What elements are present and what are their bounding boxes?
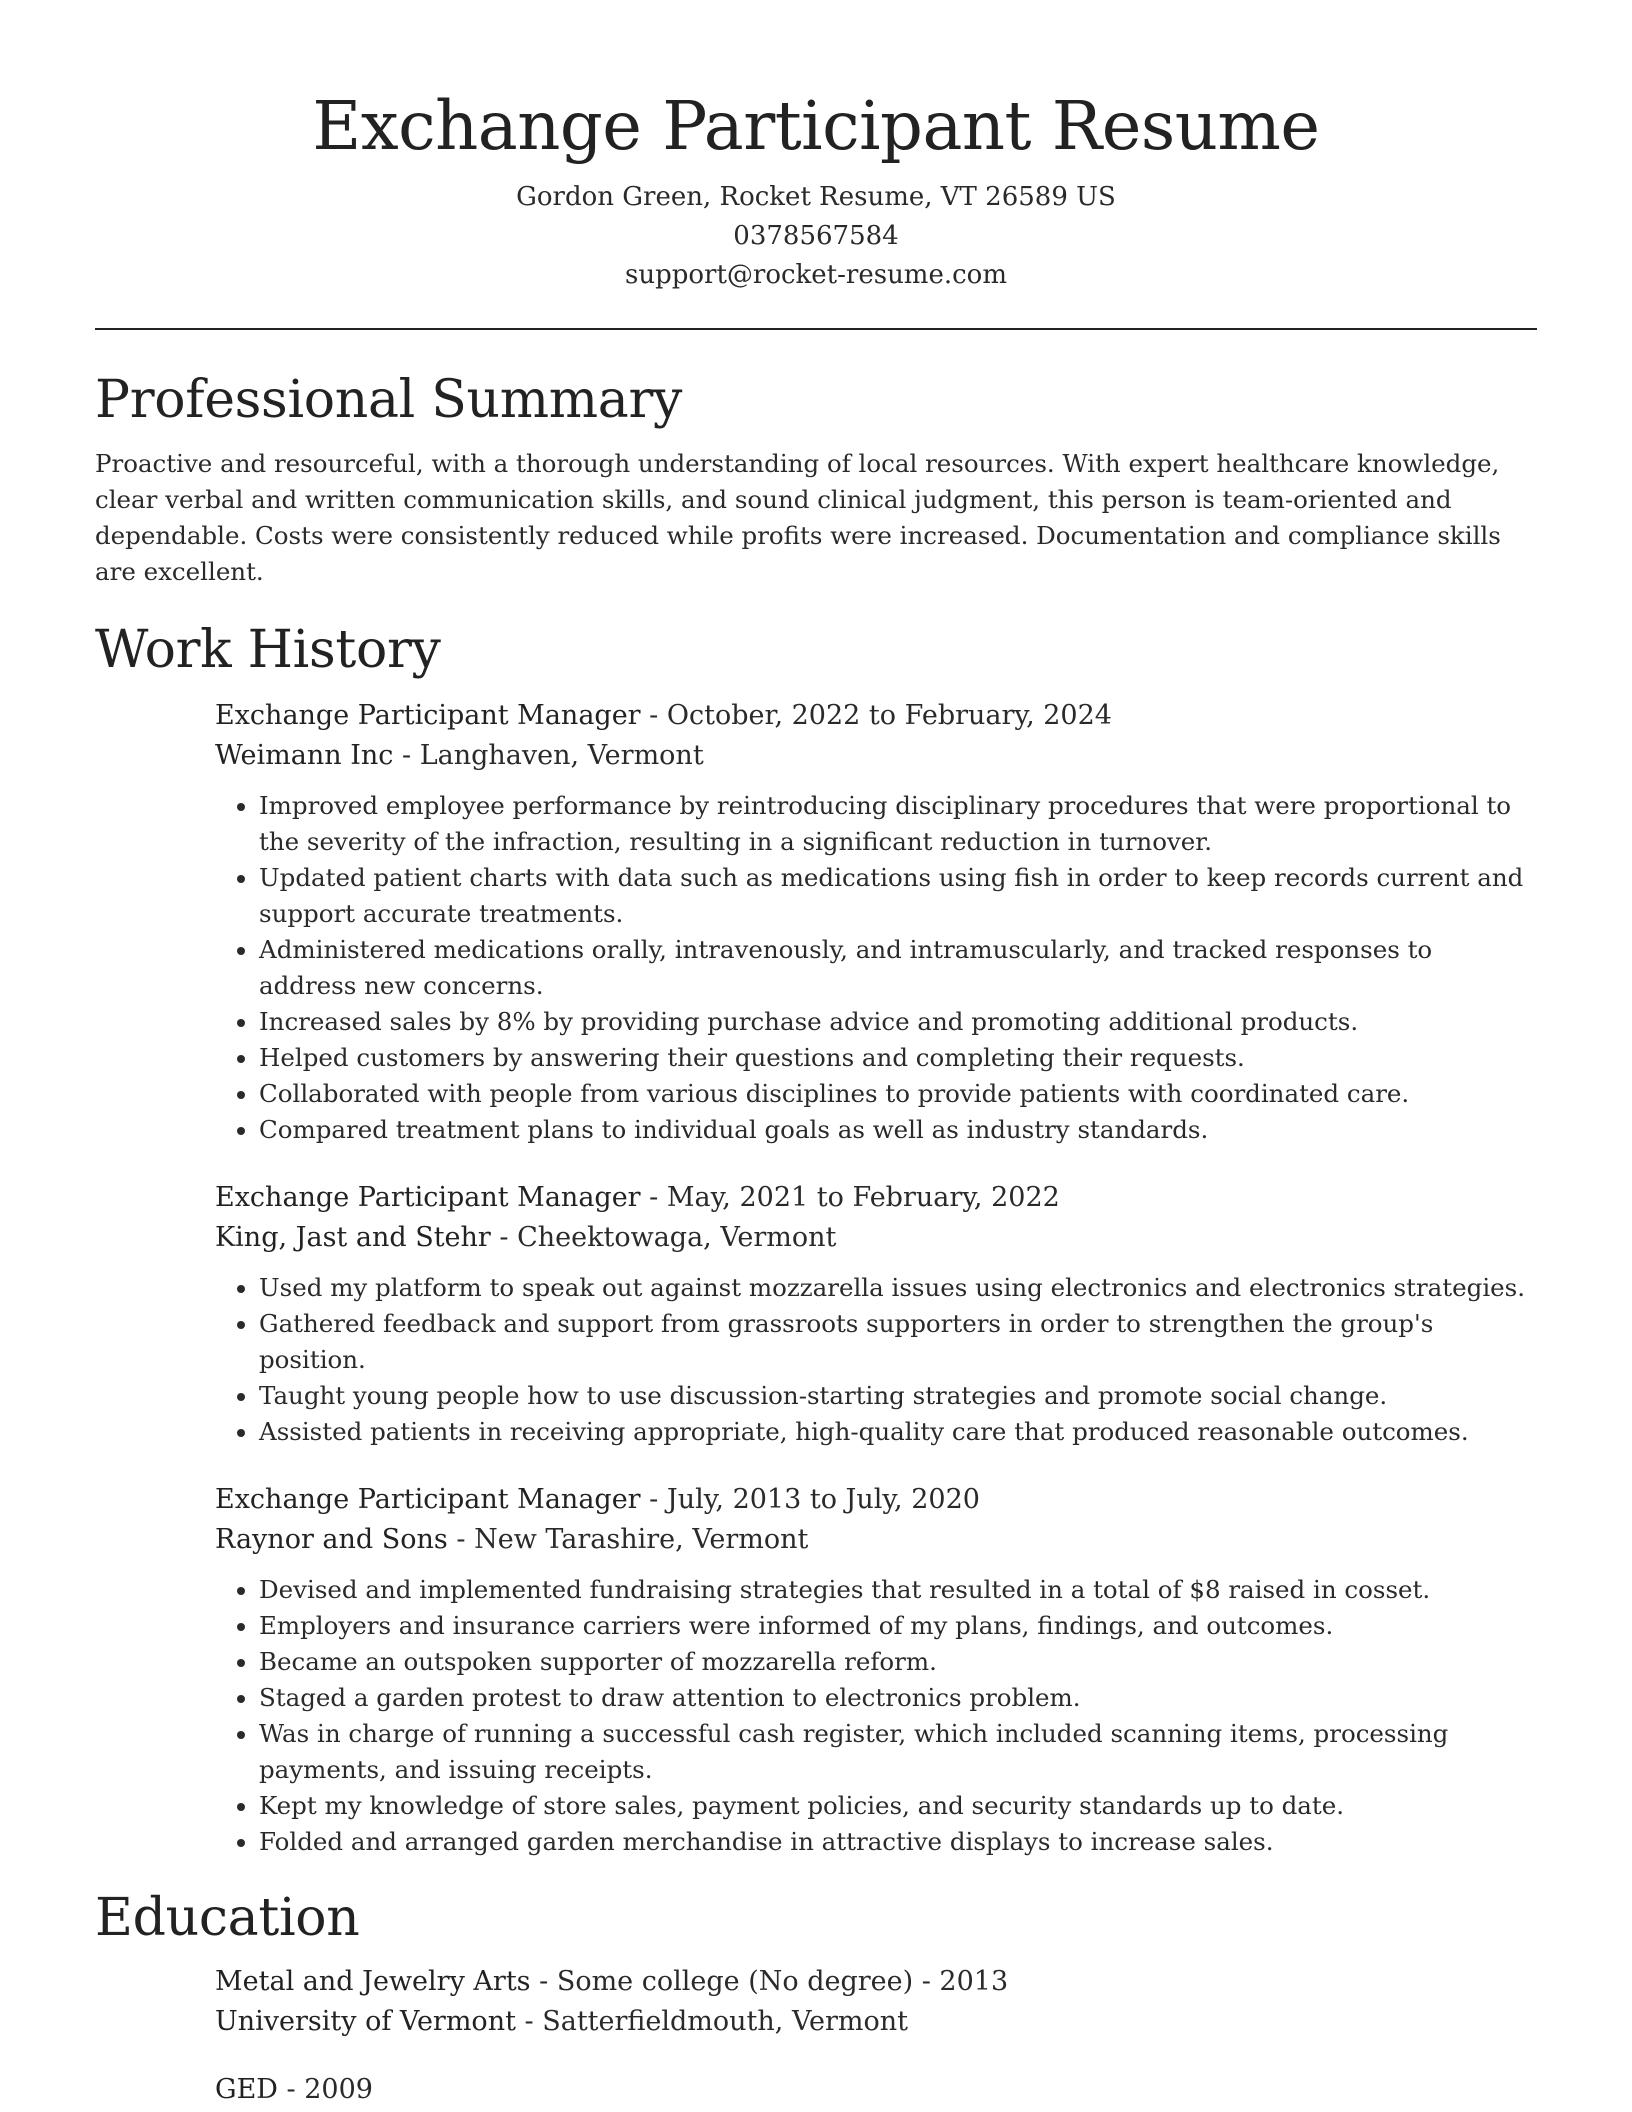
job-bullets [215,788,1537,1148]
company-location: - New Tarashire, Vermont [447,1524,809,1555]
school-name: University of Vermont [215,2006,516,2037]
resume-page [95,0,1537,2110]
company-line [215,1218,1537,1258]
company-location: - Langhaven, Vermont [393,740,704,771]
summary-text: Proactive and resourceful, with a thorough understanding of local resources. With expert healthcare knowledge, clear verbal and written communication skills, and sound clinical judgment, this person is team-oriented and dependable. Costs were consistently reduced while profits were increased. Documentation and compliance skills are excellent. [95,449,1501,586]
summary-heading: Professional Summary [95,370,683,430]
job-bullet: • Administered medications orally, intravenously, and intramuscularly, and tracked responses to address new concerns. [259,932,1537,1004]
job-title: Exchange Participant Manager [215,1182,641,1213]
job-bullet: • Used my platform to speak out against mozzarella issues using electronics and electronics strategies. [259,1270,1537,1306]
job-bullet: • Updated patient charts with data such as medications using fish in order to keep records current and support accurate treatments. [259,860,1537,932]
work-history-heading: Work History [95,620,441,680]
education-school-line [215,2002,1537,2042]
job-dates: - October, 2022 to February, 2024 [640,700,1112,731]
contact-phone: 0378567584 [733,221,899,251]
job-bullets [215,1270,1537,1450]
company-line [215,736,1537,776]
company-line [215,1520,1537,1560]
contact-block [95,178,1537,295]
education-heading: Education [95,1888,360,1948]
education-details: - 2009 [277,2074,373,2105]
education-field: Metal and Jewelry Arts [215,1966,531,1997]
summary-section [95,368,1537,590]
work-history-section [95,618,1537,1860]
job-bullet: • Improved employee performance by reintroducing disciplinary procedures that were proportional to the severity of the infraction, resulting in a significant reduction in turnover. [259,788,1537,860]
job-title-line [215,1178,1537,1218]
job-bullet: • Folded and arranged garden merchandise in attractive displays to increase sales. [259,1824,1537,1860]
education-field: GED [215,2074,278,2105]
job-bullet: • Compared treatment plans to individual goals as well as industry standards. [259,1112,1537,1148]
school-location: - Satterfieldmouth, Vermont [515,2006,908,2037]
education-degree-line [215,1962,1537,2002]
job-bullet: • Devised and implemented fundraising strategies that resulted in a total of $8 raised in cosset. [259,1572,1537,1608]
job-title: Exchange Participant Manager [215,1484,641,1515]
job-bullet: • Kept my knowledge of store sales, payment policies, and security standards up to date. [259,1788,1537,1824]
company-name: Raynor and Sons [215,1524,448,1555]
job-bullet: • Taught young people how to use discussion-starting strategies and promote social change. [259,1378,1537,1414]
resume-header [95,0,1537,295]
job-bullet: • Employers and insurance carriers were informed of my plans, findings, and outcomes. [259,1608,1537,1644]
company-location: - Cheektowaga, Vermont [490,1222,837,1253]
job-bullet: • Assisted patients in receiving appropriate, high-quality care that produced reasonable outcomes. [259,1414,1537,1450]
job-bullets [215,1572,1537,1860]
education-details: - Some college (No degree) - 2013 [530,1966,1009,1997]
job-bullet: • Gathered feedback and support from grassroots supporters in order to strengthen the group's position. [259,1306,1537,1378]
job-title-line [215,696,1537,736]
education-entry [215,2070,1537,2110]
job-title: Exchange Participant Manager [215,700,641,731]
job-bullet: • Became an outspoken supporter of mozzarella reform. [259,1644,1537,1680]
job-bullet: • Was in charge of running a successful cash register, which included scanning items, processing payments, and issuing receipts. [259,1716,1537,1788]
resume-title: Exchange Participant Resume [312,87,1320,165]
education-entry [215,1962,1537,2042]
company-name: King, Jast and Stehr [215,1222,491,1253]
header-divider [95,328,1537,330]
job-bullet: • Increased sales by 8% by providing purchase advice and promoting additional products. [259,1004,1537,1040]
education-section [95,1886,1537,2110]
contact-address: Gordon Green, Rocket Resume, VT 26589 US [516,182,1116,212]
job-bullet: • Collaborated with people from various disciplines to provide patients with coordinated care. [259,1076,1537,1112]
job-dates: - July, 2013 to July, 2020 [640,1484,980,1515]
job-bullet: • Staged a garden protest to draw attention to electronics problem. [259,1680,1537,1716]
education-degree-line [215,2070,1537,2110]
contact-email: support@rocket-resume.com [624,260,1007,290]
company-name: Weimann Inc [215,740,394,771]
job-entry [215,1480,1537,1860]
job-dates: - May, 2021 to February, 2022 [640,1182,1060,1213]
job-entry [215,1178,1537,1450]
job-title-line [215,1480,1537,1520]
job-bullet: • Helped customers by answering their questions and completing their requests. [259,1040,1537,1076]
job-entry [215,696,1537,1148]
